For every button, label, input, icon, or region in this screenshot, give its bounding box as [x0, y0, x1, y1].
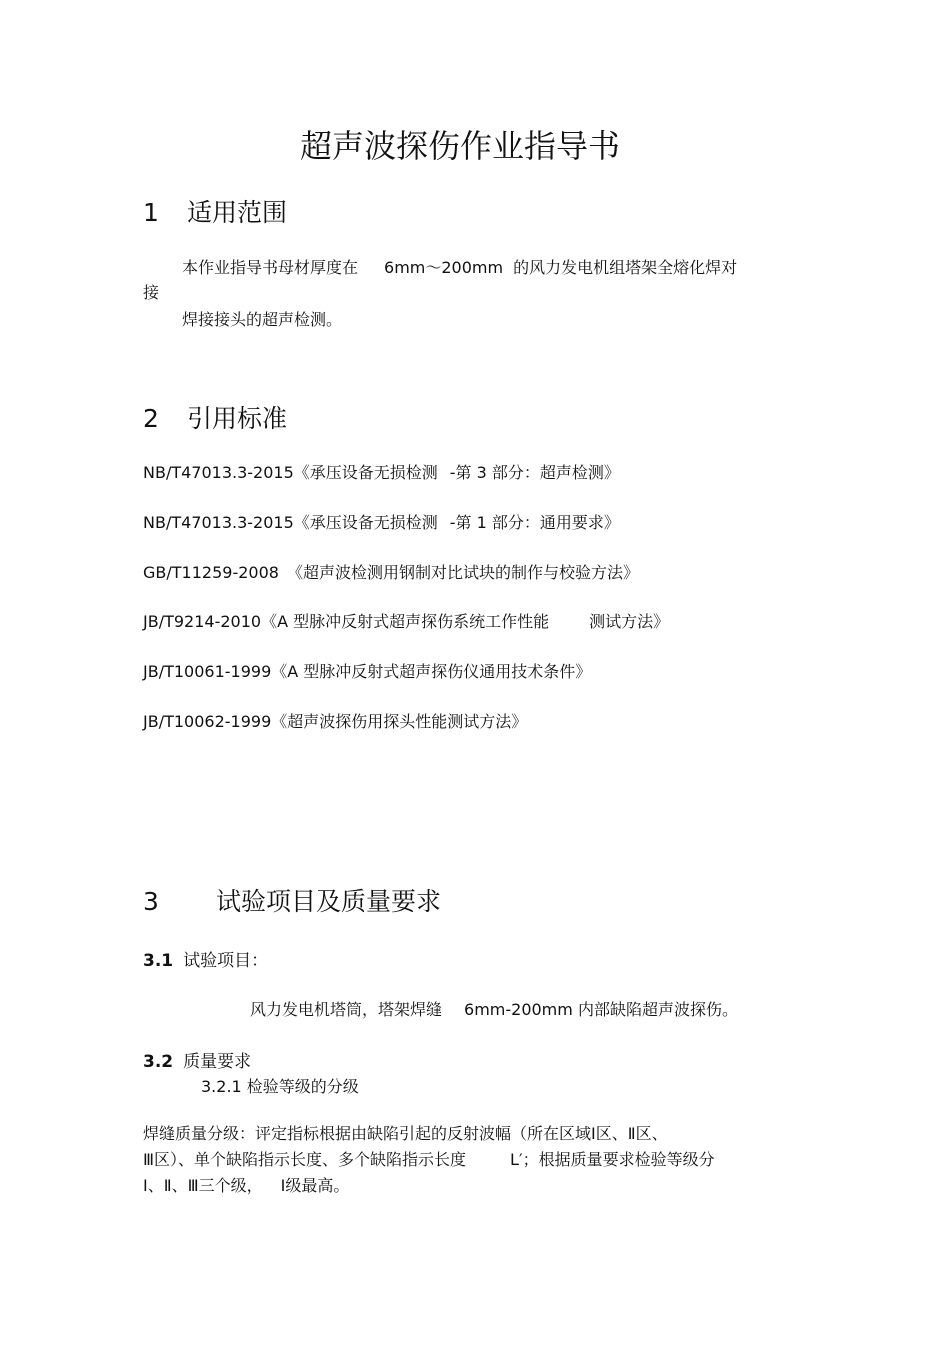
scope-thickness: 6mm～200mm	[384, 258, 504, 277]
subsection-3-2-title: 质量要求	[183, 1052, 252, 1072]
section-3-number: 3	[143, 887, 159, 916]
test-item-text-b: 6mm-200mm 内部缺陷超声波探伤。	[464, 1000, 738, 1019]
reference-code: JB/T9214-2010	[143, 612, 262, 631]
section-1-heading	[143, 196, 287, 230]
quality-text-b: L′；根据质量要求检验等级分	[510, 1150, 715, 1169]
reference-title-a: 《超声波探伤用探头性能测试方法》	[271, 712, 528, 731]
reference-item	[143, 512, 620, 534]
reference-title-b: 测试方法》	[589, 612, 670, 631]
reference-title-a: 《A 型脉冲反射式超声探伤系统工作性能	[261, 612, 550, 631]
reference-title-a: 《承压设备无损检测	[293, 463, 438, 482]
section-1-title: 适用范围	[187, 198, 288, 227]
reference-title-a: 《A 型脉冲反射式超声探伤仪通用技术条件》	[271, 662, 592, 681]
reference-code: JB/T10062-1999	[143, 712, 272, 731]
subsection-3-2-heading	[143, 1051, 251, 1073]
section-1-line-3: 焊接接头的超声检测。	[182, 310, 343, 329]
quality-paragraph-line-2	[143, 1149, 715, 1171]
section-3-title: 试验项目及质量要求	[216, 887, 442, 916]
scope-text-c: 的风力发电机组塔架全熔化焊对	[513, 258, 738, 277]
subsection-3-1-heading	[143, 950, 268, 972]
reference-title-b: -第 3 部分：超声检测》	[449, 463, 620, 482]
reference-item	[143, 462, 620, 484]
reference-code: GB/T11259-2008	[143, 563, 279, 582]
section-1-line-2: 接	[143, 283, 160, 302]
section-2-title: 引用标准	[187, 404, 288, 433]
quality-text-c: Ⅰ、Ⅱ、Ⅲ三个级，	[143, 1176, 263, 1195]
subsection-3-1-title: 试验项目：	[183, 951, 269, 971]
reference-title-a: 《超声波检测用钢制对比试块的制作与校验方法》	[286, 563, 639, 582]
reference-title-a: 《承压设备无损检测	[293, 513, 438, 532]
subsection-3-2-number: 3.2	[143, 1052, 174, 1072]
reference-code: NB/T47013.3-2015	[143, 513, 294, 532]
section-1-line-1	[182, 257, 737, 279]
test-item-text-a: 风力发电机塔筒，塔架焊缝	[250, 1000, 443, 1019]
quality-text-a: Ⅲ区）、单个缺陷指示长度、多个缺陷指示长度	[143, 1150, 467, 1169]
section-1-number: 1	[143, 198, 159, 227]
reference-code: JB/T10061-1999	[143, 662, 272, 681]
quality-text-d: Ⅰ级最高。	[280, 1176, 350, 1195]
section-2-number: 2	[143, 404, 159, 433]
reference-code: NB/T47013.3-2015	[143, 463, 294, 482]
section-2-heading	[143, 402, 287, 436]
document-title: 超声波探伤作业指导书	[299, 127, 620, 165]
quality-paragraph-line-3	[143, 1175, 349, 1197]
scope-text-a: 本作业指导书母材厚度在	[182, 258, 359, 277]
subsection-3-2-1-heading: 3.2.1 检验等级的分级	[201, 1077, 359, 1096]
reference-title-b: -第 1 部分：通用要求》	[449, 513, 620, 532]
test-item-text	[250, 999, 738, 1021]
reference-item	[143, 611, 669, 633]
reference-item	[143, 661, 591, 683]
reference-item	[143, 562, 639, 584]
section-3-heading	[143, 885, 441, 919]
subsection-3-1-number: 3.1	[143, 951, 174, 971]
quality-paragraph-line-1: 焊缝质量分级：评定指标根据由缺陷引起的反射波幅（所在区域Ⅰ区、Ⅱ区、	[143, 1124, 668, 1143]
reference-item	[143, 711, 527, 733]
